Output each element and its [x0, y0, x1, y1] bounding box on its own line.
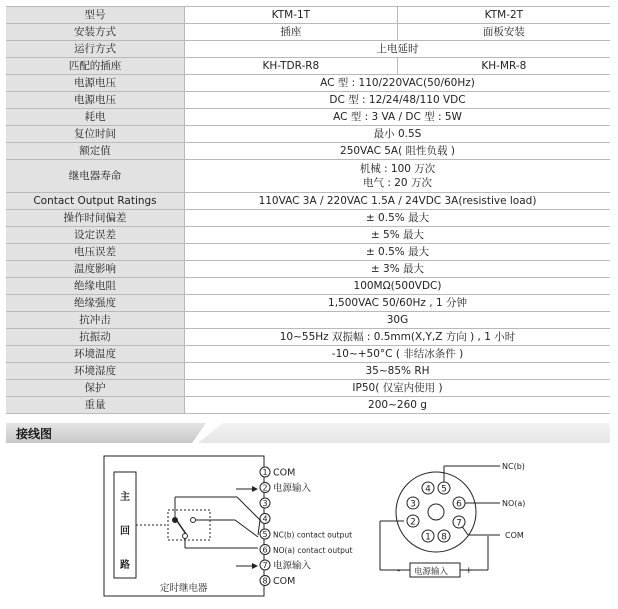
row-value: 200~260 g — [185, 397, 611, 414]
row-value: 110VAC 3A / 220VAC 1.5A / 24VDC 3A(resistive load) — [185, 193, 611, 210]
row-label: 电压误差 — [6, 244, 185, 261]
socket-pin-number: 1 — [425, 532, 431, 543]
row-value: 10~55Hz 双振幅 : 0.5mm(X,Y,Z 方向 ) , 1 小时 — [185, 329, 611, 346]
row-label: 绝缘电阻 — [6, 278, 185, 295]
main-circuit-char: 路 — [120, 560, 130, 571]
pin-number: 1 — [262, 468, 268, 477]
row-label: 设定误差 — [6, 227, 185, 244]
row-value: 1,500VAC 50/60Hz , 1 分钟 — [185, 295, 611, 312]
main-circuit-char: 回 — [120, 526, 130, 537]
row-label: 操作时间偏差 — [6, 210, 185, 227]
row-value: 35~85% RH — [185, 363, 611, 380]
row-value: AC 型 : 3 VA / DC 型 : 5W — [185, 109, 611, 126]
row-value: 100MΩ(500VDC) — [185, 278, 611, 295]
pin-label: NC(b) contact output — [273, 530, 353, 540]
pin-number: 2 — [262, 483, 268, 493]
socket-pin-1 — [422, 530, 434, 543]
row-label: 重量 — [6, 397, 185, 414]
mount-1: 插座 — [185, 24, 398, 41]
socket-pin-number: 4 — [425, 484, 431, 495]
socket-pin-7 — [453, 516, 465, 529]
main-circuit-char: 主 — [120, 492, 130, 503]
pin-7 — [260, 560, 312, 572]
pin-5 — [260, 529, 352, 540]
row-label: 抗冲击 — [6, 312, 185, 329]
row-label: 绝缘强度 — [6, 295, 185, 312]
model-1: KTM-1T — [185, 7, 398, 24]
row-label: 电源电压 — [6, 92, 185, 109]
row-label: 环境湿度 — [6, 363, 185, 380]
pin-label: NO(a) contact output — [273, 546, 353, 555]
row-value: ± 5% 最大 — [185, 227, 611, 244]
model-2: KTM-2T — [397, 7, 610, 24]
row-label: 额定值 — [6, 143, 185, 160]
plus-label: + — [465, 566, 473, 576]
row-label: 耗电 — [6, 109, 185, 126]
socket-pin-number: 6 — [456, 499, 462, 510]
pin-list — [260, 467, 353, 587]
socket-pin-4 — [422, 482, 434, 495]
pin-number: 5 — [262, 530, 268, 539]
row-value: -10~+50°C ( 非结冰条件 ) — [185, 346, 611, 363]
row-label: 匹配的插座 — [6, 58, 185, 75]
row-label: 温度影响 — [6, 261, 185, 278]
pin-2 — [260, 482, 312, 494]
row-value: IP50( 仅室内使用 ) — [185, 380, 611, 397]
pin-number: 3 — [262, 499, 268, 508]
socket-outline — [396, 472, 476, 552]
main-circuit-label — [119, 490, 130, 571]
row-label: 电源电压 — [6, 75, 185, 92]
socket-pin-5 — [438, 482, 450, 495]
pin-8 — [260, 576, 295, 588]
row-value: 最小 0.5S — [185, 126, 611, 143]
pin-4 — [260, 514, 270, 524]
row-label: 复位时间 — [6, 126, 185, 143]
row-value: AC 型 : 110/220VAC(50/60Hz) — [185, 75, 611, 92]
socket-pin-number: 2 — [410, 517, 416, 528]
pin-3 — [260, 498, 270, 508]
socket-pin-number: 8 — [441, 532, 447, 543]
row-value-line: 电气 : 20 万次 — [363, 177, 432, 189]
no-label: NO(a) — [502, 499, 526, 508]
minus-label: - — [397, 566, 401, 576]
relay-box-label: 定时继电器 — [160, 583, 208, 594]
row-value-line: 机械 : 100 万次 — [359, 163, 436, 175]
socket-pin-6 — [453, 497, 465, 510]
row-value: DC 型 : 12/24/48/110 VDC — [185, 92, 611, 109]
pin-1 — [260, 467, 295, 479]
pin-6 — [260, 545, 353, 556]
row-label: Contact Output Ratings — [6, 193, 185, 210]
socket-pin-number: 7 — [456, 518, 462, 529]
row-label: 运行方式 — [6, 41, 185, 58]
switch-marks — [173, 518, 196, 539]
socket-1: KH-TDR-R8 — [185, 58, 398, 75]
pin-number: 6 — [262, 545, 268, 555]
com-label: COM — [505, 531, 524, 540]
pin-label: COM — [273, 467, 296, 479]
row-value: ± 0.5% 最大 — [185, 244, 611, 261]
contact-switch-box — [168, 510, 210, 540]
row-value: 30G — [185, 312, 611, 329]
socket-pin-number: 3 — [410, 499, 416, 510]
row-label: 保护 — [6, 380, 185, 397]
socket-pin-2 — [407, 515, 419, 528]
socket-pin-number: 5 — [441, 484, 447, 495]
socket-2: KH-MR-8 — [397, 58, 610, 75]
power-input-label: 电源输入 — [414, 567, 449, 577]
socket-key — [428, 504, 444, 520]
row-value: 250VAC 5A( 阻性负载 ) — [185, 143, 611, 160]
socket-diagram — [380, 466, 500, 577]
row-value: 上电延时 — [185, 41, 611, 58]
socket-pin-8 — [438, 530, 450, 543]
row-label: 抗振动 — [6, 329, 185, 346]
row-label: 型号 — [6, 7, 185, 24]
pin-label: 电源输入 — [273, 560, 312, 572]
section-title: 接线图 — [16, 427, 53, 441]
mount-2: 面板安装 — [397, 24, 610, 41]
pin-label: COM — [273, 576, 296, 587]
socket-pin-3 — [407, 497, 419, 510]
row-label: 安装方式 — [6, 24, 185, 41]
row-label: 继电器寿命 — [6, 160, 185, 193]
pin-label: 电源输入 — [273, 483, 312, 494]
row-value: ± 0.5% 最大 — [185, 210, 611, 227]
pin-number: 4 — [262, 514, 268, 524]
pin-number: 8 — [262, 576, 268, 586]
nc-label: NC(b) — [502, 462, 525, 471]
row-label: 环境温度 — [6, 346, 185, 363]
row-value: ± 3% 最大 — [185, 261, 611, 278]
pin-number: 7 — [262, 561, 268, 570]
socket-pins — [407, 482, 465, 543]
